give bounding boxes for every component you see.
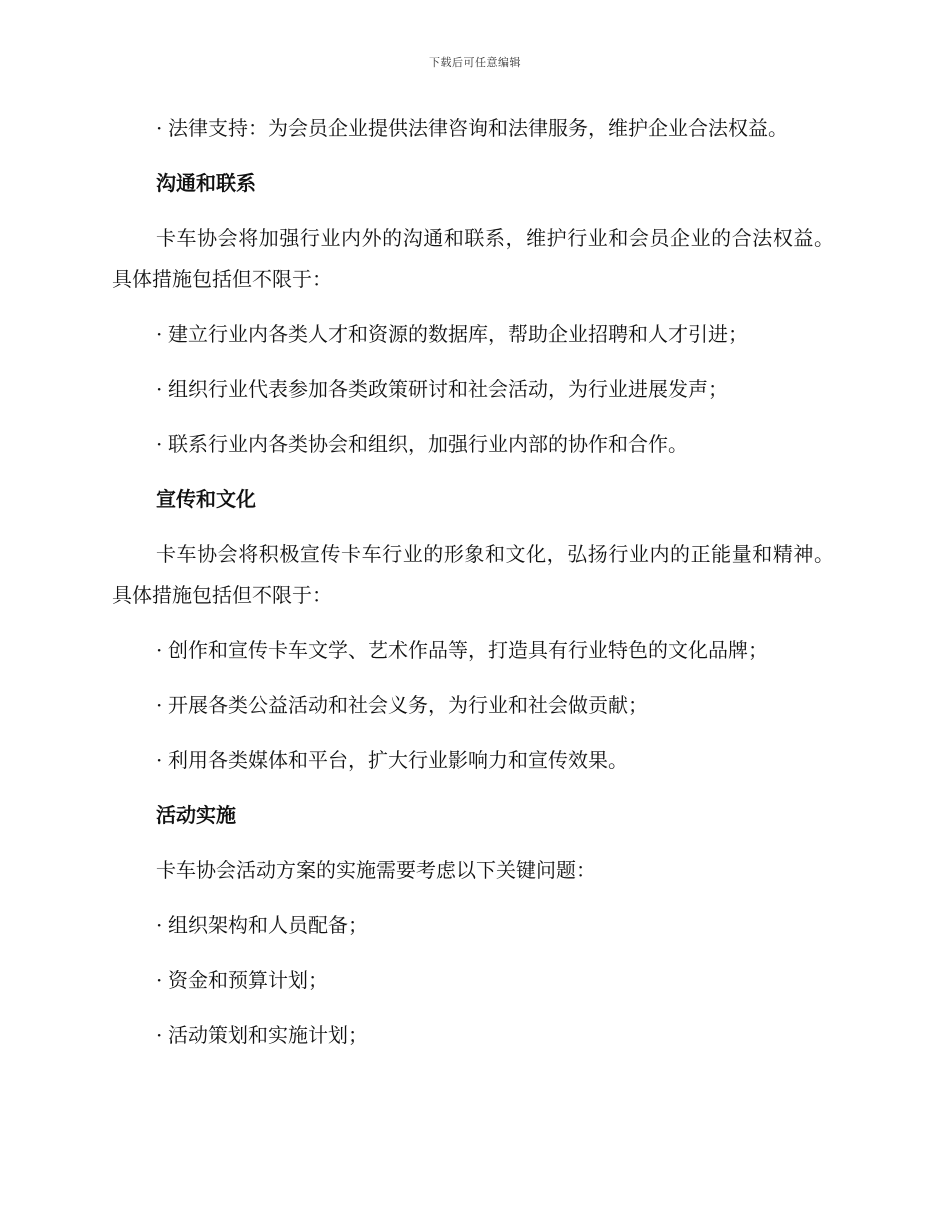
bullet-dot: · — [156, 1023, 163, 1047]
bullet-text: 组织架构和人员配备； — [168, 913, 368, 937]
bullet-item — [112, 685, 834, 726]
page-header: 下载后可任意编辑 — [429, 56, 521, 69]
bullet-dot: · — [156, 116, 163, 140]
bullet-text: 开展各类公益活动和社会义务，为行业和社会做贡献； — [168, 693, 648, 717]
bullet-text: 建立行业内各类人才和资源的数据库，帮助企业招聘和人才引进； — [168, 322, 748, 346]
bullet-item — [112, 960, 834, 1001]
bullet-text: 创作和宣传卡车文学、艺术作品等，打造具有行业特色的文化品牌； — [168, 638, 768, 662]
bullet-dot: · — [156, 432, 163, 456]
bullet-text: 活动策划和实施计划； — [168, 1023, 368, 1047]
bullet-dot: · — [156, 322, 163, 346]
bullet-dot: · — [156, 638, 163, 662]
bullet-dot: · — [156, 968, 163, 992]
bullet-item — [112, 314, 834, 355]
body-paragraph: 卡车协会活动方案的实施需要考虑以下关键问题： — [156, 858, 596, 882]
section-heading: 沟通和联系 — [156, 171, 256, 195]
section-heading: 宣传和文化 — [156, 487, 256, 511]
bullet-item — [112, 905, 834, 946]
bullet-text: 联系行业内各类协会和组织，加强行业内部的协作和合作。 — [168, 432, 688, 456]
bullet-text: 组织行业代表参加各类政策研讨和社会活动，为行业进展发声； — [168, 377, 728, 401]
bullet-text: 资金和预算计划； — [168, 968, 328, 992]
section-heading: 活动实施 — [156, 803, 236, 827]
bullet-text: 法律支持：为会员企业提供法律咨询和法律服务，维护企业合法权益。 — [168, 116, 788, 140]
bullet-dot: · — [156, 693, 163, 717]
bullet-dot: · — [156, 748, 163, 772]
body-paragraph: 卡车协会将积极宣传卡车行业的形象和文化，弘扬行业内的正能量和精神。具体措施包括但不限于： — [112, 542, 834, 607]
bullet-item — [112, 369, 834, 410]
bullet-dot: · — [156, 913, 163, 937]
bullet-item — [112, 424, 834, 465]
body-paragraph: 卡车协会将加强行业内外的沟通和联系，维护行业和会员企业的合法权益。具体措施包括但不限于： — [112, 226, 834, 291]
bullet-text: 利用各类媒体和平台，扩大行业影响力和宣传效果。 — [168, 748, 628, 772]
bullet-item — [112, 108, 834, 149]
bullet-item — [112, 630, 834, 671]
bullet-dot: · — [156, 377, 163, 401]
document-body — [112, 108, 834, 1070]
bullet-item — [112, 1015, 834, 1056]
bullet-item — [112, 740, 834, 781]
